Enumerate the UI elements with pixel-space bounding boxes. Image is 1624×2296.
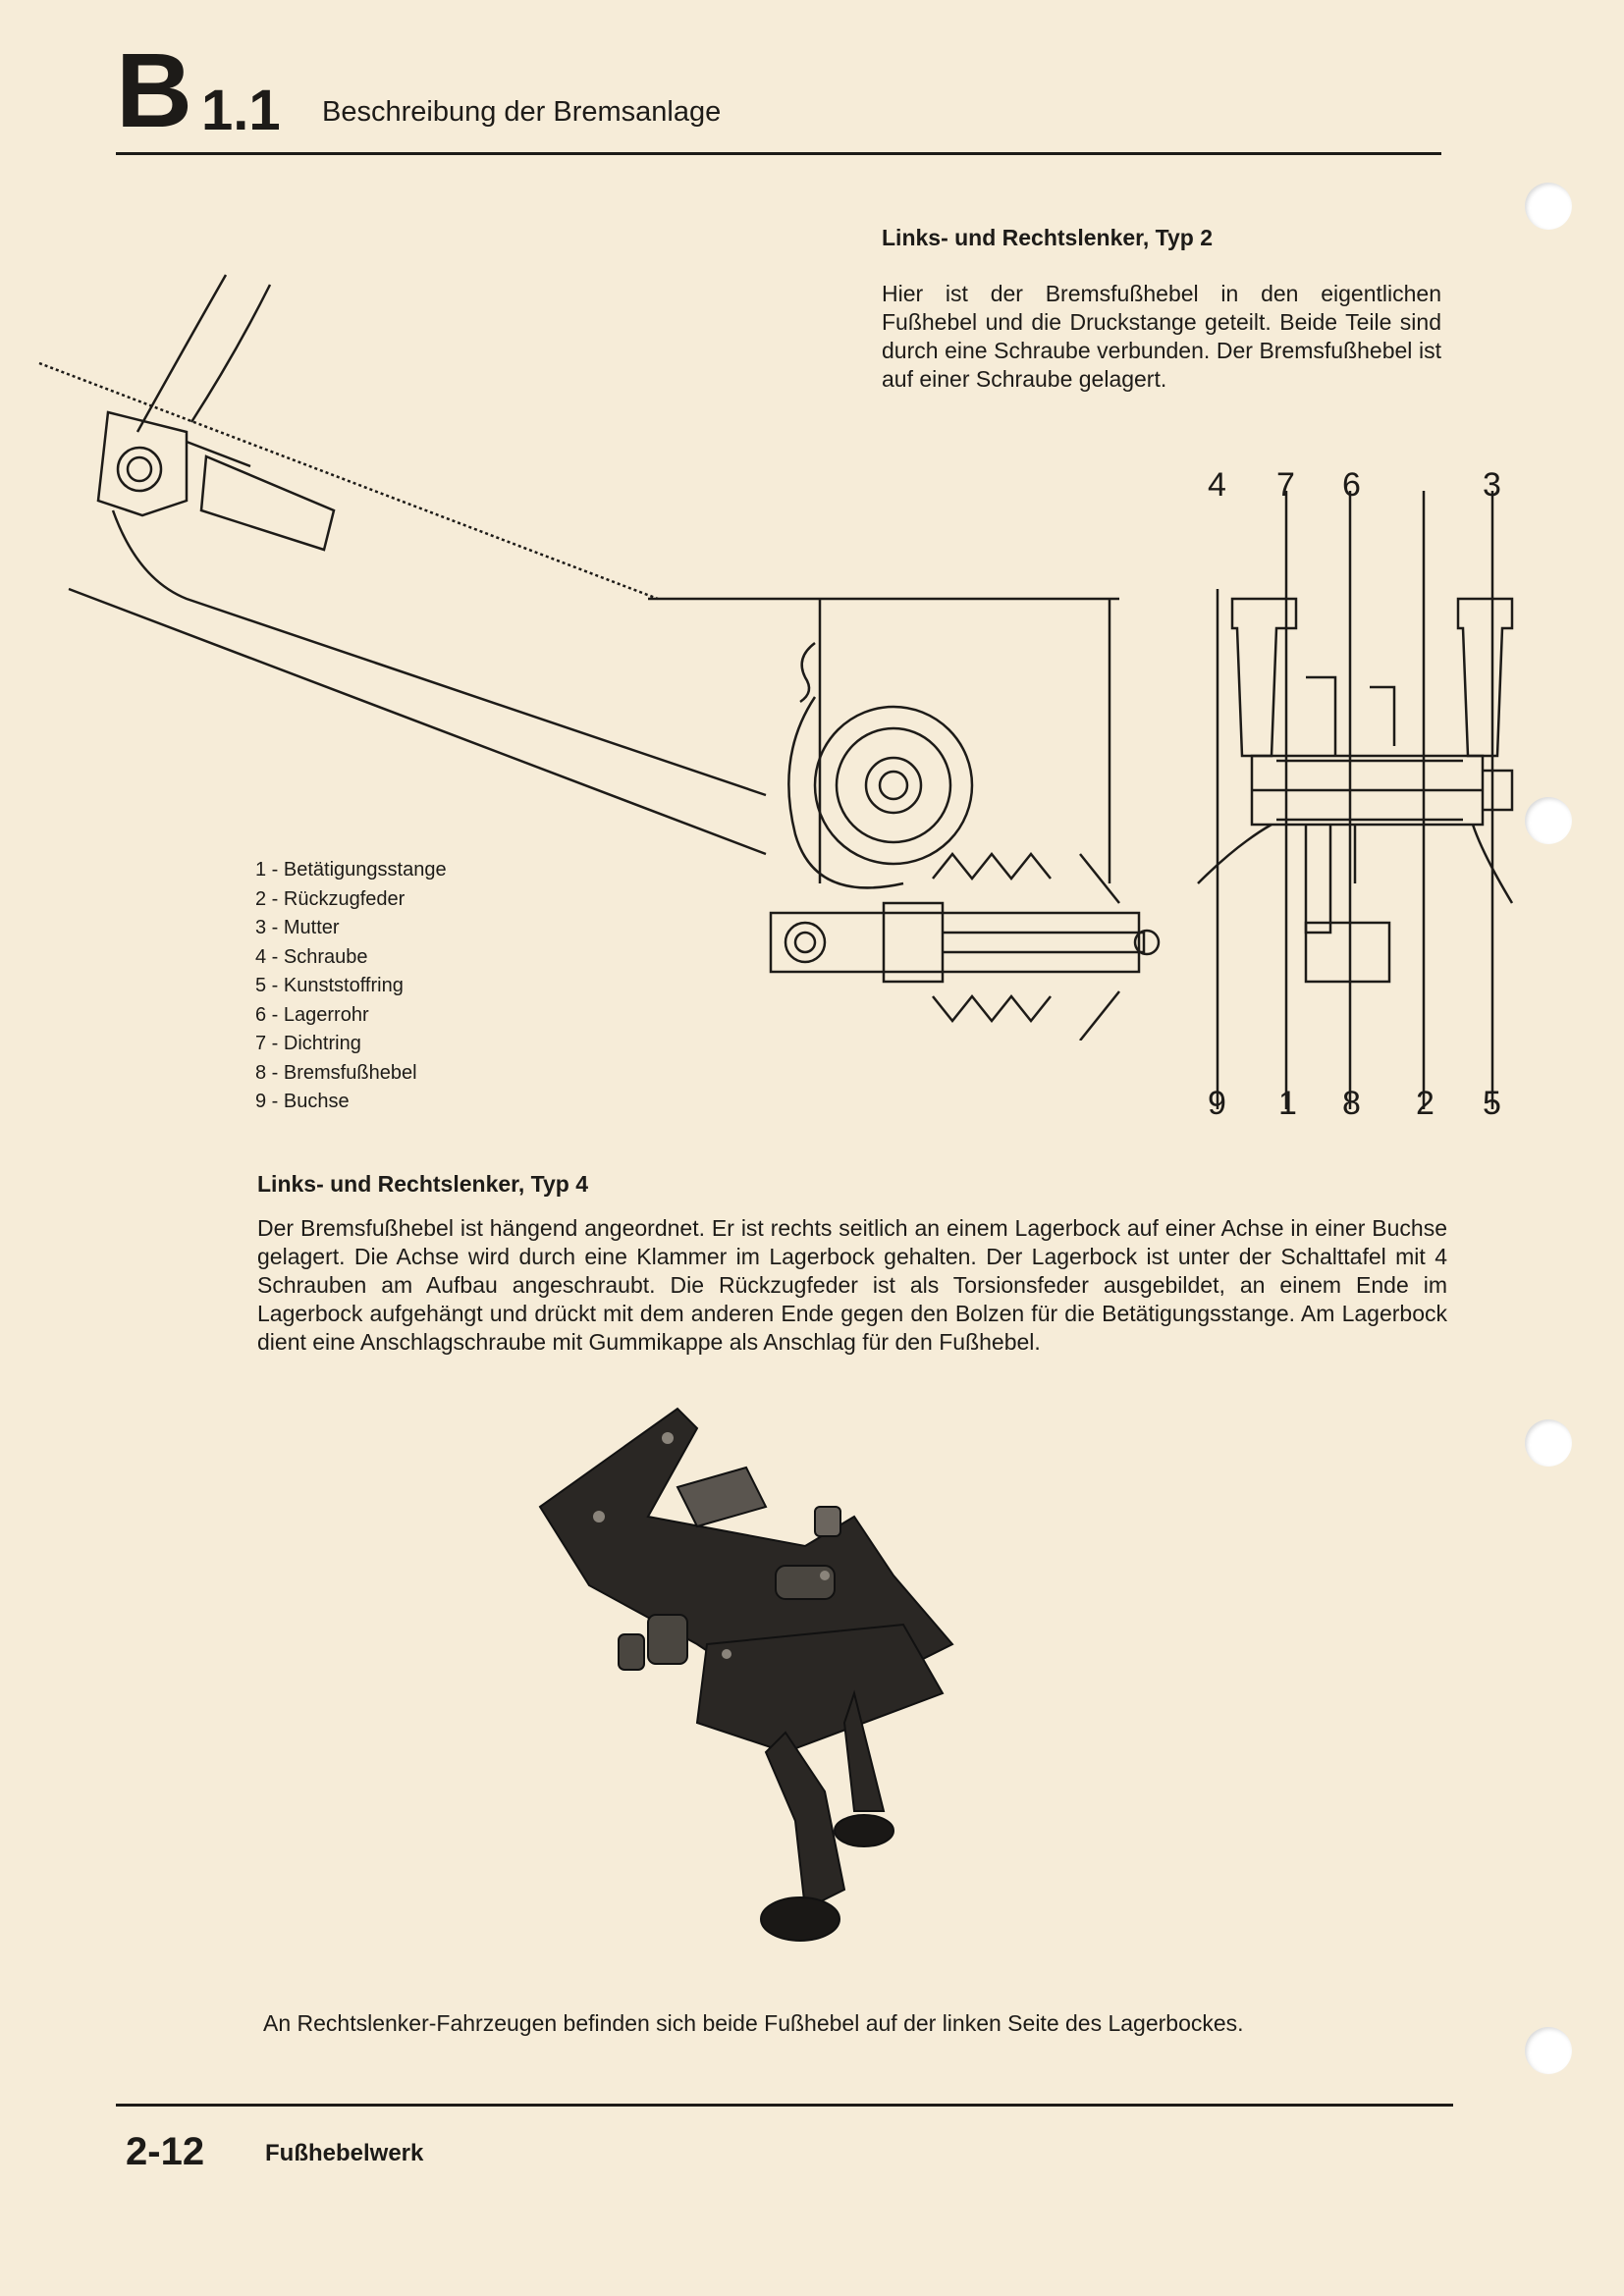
pedal-side-view-drawing <box>20 265 1208 1041</box>
pedal-assembly-photo <box>530 1399 1139 1968</box>
footer-title: Fußhebelwerk <box>265 2140 424 2166</box>
callout-1: 1 <box>1278 1085 1297 1119</box>
footer-rule <box>116 2104 1453 2107</box>
callout-4: 4 <box>1208 471 1226 504</box>
callout-3: 3 <box>1483 471 1501 504</box>
type4-heading: Links- und Rechtslenker, Typ 4 <box>257 1171 588 1197</box>
legend-item: 8 - Bremsfußhebel <box>255 1061 417 1084</box>
legend-item: 7 - Dichtring <box>255 1033 361 1054</box>
type2-paragraph: Hier ist der Bremsfußhebel in den eigentlichen Fußhebel und die Druckstange geteilt. Beide Teile sind durch eine Schraube verbunden. Der Bremsfußhebel ist auf einer Schraube gelagert. <box>882 281 1441 392</box>
type2-heading: Links- und Rechtslenker, Typ 2 <box>882 225 1213 250</box>
legend-item: 5 - Kunststoffring <box>255 975 404 996</box>
callout-2: 2 <box>1416 1085 1435 1119</box>
callout-8: 8 <box>1342 1085 1361 1119</box>
section-letter: B <box>116 30 192 149</box>
punch-hole <box>1525 797 1572 844</box>
bearing-cross-section-drawing <box>1188 471 1522 1119</box>
callout-5: 5 <box>1483 1085 1501 1119</box>
page-number: 2-12 <box>126 2130 205 2173</box>
header-rule <box>116 152 1441 155</box>
callout-9: 9 <box>1208 1085 1226 1119</box>
callout-6: 6 <box>1342 471 1361 504</box>
punch-hole <box>1525 1419 1572 1467</box>
legend-item: 9 - Buchse <box>255 1091 350 1112</box>
legend-item: 4 - Schraube <box>255 945 368 968</box>
section-number: 1.1 <box>201 79 281 142</box>
callout-7: 7 <box>1276 471 1295 504</box>
punch-hole <box>1525 183 1572 230</box>
parts-legend <box>255 856 447 1117</box>
legend-item: 2 - Rückzugfeder <box>255 887 406 910</box>
type4-paragraph: Der Bremsfußhebel ist hängend angeordnet. Er ist rechts seitlich an einem Lagerbock auf einer Achse in einer Buchse gelagert. Die Achse wird durch eine Klammer im Lagerbock gehalten. Der Lagerbock ist unter der Schalttafel mit 4 Schrauben am Aufbau angeschraubt. Die Rückzugfeder ist als Torsionsfeder ausgebildet, an einem Ende im Lagerbock aufgehängt und drückt mit dem anderen Ende gegen den Bolzen für die Betätigungsstange. Am Lagerbock dient eine Anschlagschraube mit Gummikappe als Anschlag für den Fußhebel. <box>257 1215 1447 1355</box>
photo-caption: An Rechtslenker-Fahrzeugen befinden sich beide Fußhebel auf der linken Seite des Lagerbockes. <box>263 2010 1244 2036</box>
legend-item: 6 - Lagerrohr <box>255 1003 369 1026</box>
legend-item: 1 - Betätigungsstange <box>255 859 447 881</box>
legend-item: 3 - Mutter <box>255 917 340 938</box>
section-title: Beschreibung der Bremsanlage <box>322 96 722 128</box>
punch-hole <box>1525 2027 1572 2074</box>
